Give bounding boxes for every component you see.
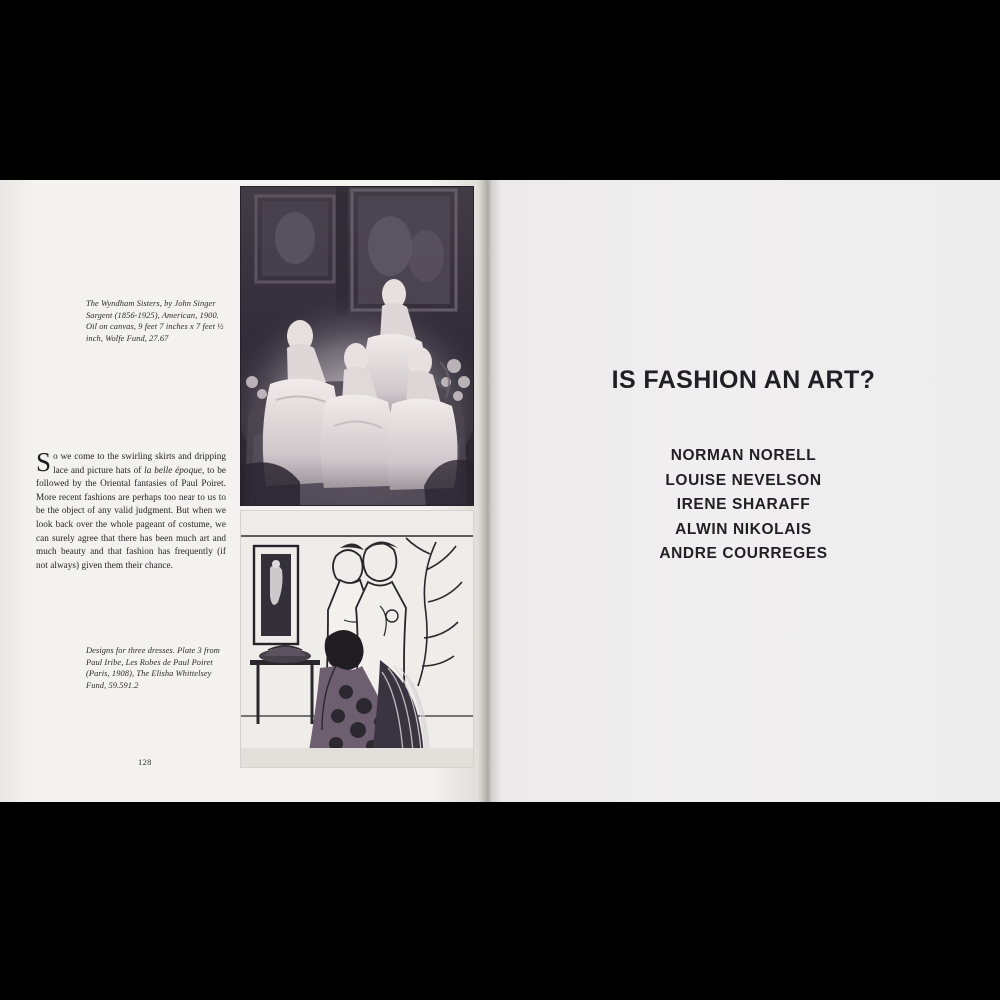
page-number: 128 [138, 758, 152, 767]
page-title: IS FASHION AN ART? [611, 366, 876, 394]
the-wyndham-sisters-painting [240, 186, 474, 506]
caption-poiret-plate: Designs for three dresses. Plate 3 from Paul Iribe, Les Robes de Paul Poiret (Paris, 1908), The Elisha Whittelsey Fund, 59.591.2 [86, 646, 220, 690]
body-paragraph-text: o we come to the swirling skirts and dripping lace and picture hats of la belle époque, to be followed by the Oriental fantasies of Paul Poiret. More recent fashions are perhaps too near to us to be the object of any valid judgment. But when we look back over the whole pageant of costume, we can surely agree that there has been much art and much beauty and that fashion has frequently (if not always) given them their chance. [36, 451, 226, 570]
contributor-name: IRENE SHARAFF [676, 496, 811, 513]
drop-cap: S [36, 447, 52, 477]
paul-iribe-fashion-plate [240, 510, 474, 768]
contributor-name: ANDRE COURREGES [659, 545, 828, 562]
book-spread-scan [0, 180, 1000, 802]
contributor-name: ALWIN NIKOLAIS [675, 520, 812, 538]
right-page [487, 180, 1000, 802]
contributor-name: LOUISE NEVELSON [665, 471, 822, 489]
left-page [0, 180, 487, 802]
contributor-name: NORMAN NORELL [670, 447, 817, 464]
contributors-list [487, 444, 1000, 567]
caption-wyndham-sisters: The Wyndham Sisters, by John Singer Sargent (1856-1925), American, 1900. Oil on canvas, 9 feet 7 inches x 7 feet ½ inch, Wolfe Fund, 27.67 [86, 299, 224, 343]
body-paragraph [36, 447, 226, 572]
